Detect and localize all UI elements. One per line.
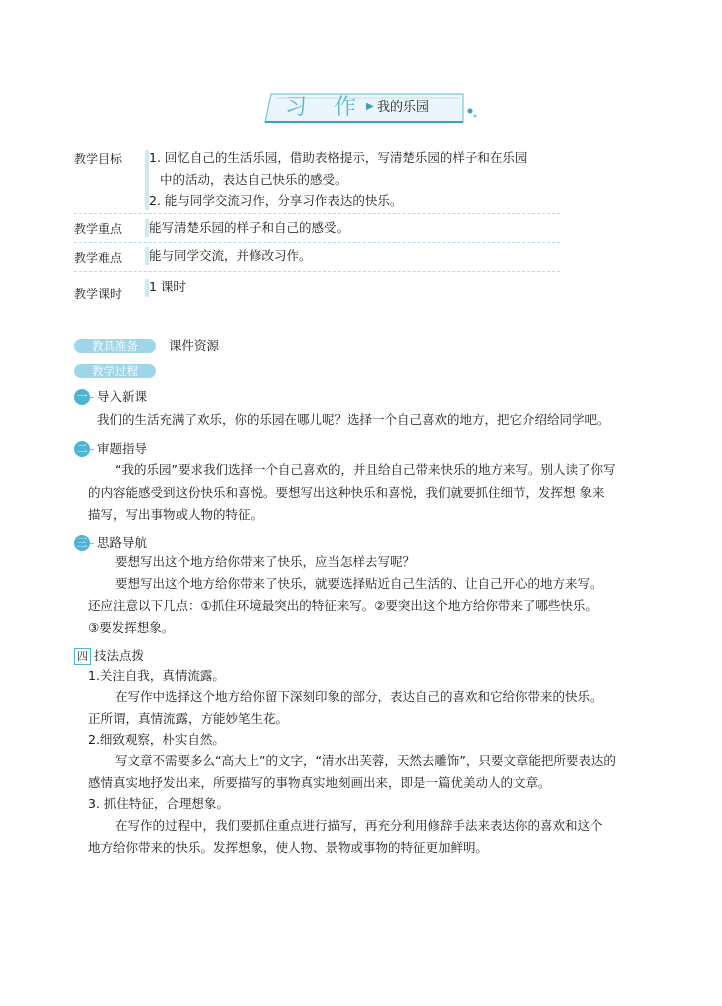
divider [74, 271, 560, 272]
tip-line: 感情真实地抒发出来，所要描写的事物真实地刻画出来，即是一篇优美动人的文章。 [88, 775, 551, 790]
tip-line: 地方给你带来的快乐。发挥想象，使人物、景物或事物的特征更加鲜明。 [88, 840, 489, 855]
section-line: 要想写出这个地方给你带来了快乐，就要选择贴近自己生活的、让自己开心的地方来写。 [115, 576, 603, 591]
section-line: 要想写出这个地方给你带来了快乐，应当怎样去写呢？ [115, 554, 416, 569]
tip-heading: 2.细致观察，朴实自然。 [88, 732, 225, 747]
tip-line: 写文章不需要多么“高大上”的文字，“清水出芙蓉，天然去雕饰”，只要文章能把所要表达的 [115, 753, 616, 768]
key-label: 教学重点 [74, 222, 123, 236]
prep-pill [74, 339, 156, 353]
section-line: 描写，写出事物或人物的特征。 [88, 507, 264, 522]
section-title: 技法点拨 [94, 648, 145, 663]
divider [74, 213, 560, 214]
title-banner [263, 92, 466, 124]
section-number-badge: 二 [74, 441, 90, 457]
section-paragraph: 我们的生活充满了欢乐，你的乐园在哪儿呢？选择一个自己喜欢的地方，把它介绍给同学吧。 [97, 412, 610, 427]
process-label: 教学过程 [92, 364, 138, 378]
tip-line: 在写作中选择这个地方给你留下深刻印象的部分，表达自己的喜欢和它给你带来的快乐。 [115, 689, 603, 704]
diff-label: 教学难点 [74, 251, 123, 265]
prep-text: 课件资源 [169, 338, 220, 353]
hours-text: 1 课时 [149, 279, 186, 294]
title-main: 习 作 [285, 95, 366, 120]
section-title: 思路导航 [97, 535, 148, 550]
goals-label: 教学目标 [74, 152, 123, 166]
tip-heading: 3. 抓住特征，合理想象。 [88, 796, 229, 811]
tip-heading: 1.关注自我，真情流露。 [88, 668, 225, 683]
goal1-line1: 1. 回忆自己的生活乐园，借助表格提示，写清楚乐园的样子和在乐园 [149, 150, 528, 165]
badge-connector [90, 543, 94, 544]
key-text: 能写清楚乐园的样子和自己的感受。 [149, 220, 350, 235]
tip-line: 正所谓，真情流露，方能妙笔生花。 [88, 711, 289, 726]
divider [74, 242, 560, 243]
tip-line: 在写作的过程中，我们要抓住重点进行描写，再充分利用修辞手法来表达你的喜欢和这个 [115, 818, 603, 833]
section-line: ③要发挥想象。 [88, 620, 175, 635]
process-pill [74, 364, 156, 378]
hours-label: 教学课时 [74, 287, 123, 301]
prep-label: 教具准备 [92, 339, 138, 353]
title-arrow-icon: ▶ [366, 101, 374, 112]
goal1-line2: 中的活动，表达自己快乐的感受。 [160, 172, 348, 187]
section-title: 审题指导 [97, 441, 148, 456]
section-number-badge: 一 [74, 389, 90, 405]
goal2: 2. 能与同学交流习作，分享习作表达的快乐。 [149, 193, 403, 208]
diff-text: 能与同学交流，并修改习作。 [149, 248, 312, 263]
title-sub: 我的乐园 [377, 100, 430, 115]
section-line: “我的乐园”要求我们选择一个自己喜欢的，并且给自己带来快乐的地方来写。别人读了你写 [115, 462, 616, 477]
section-number-badge: 三 [74, 535, 90, 551]
dots-icon [466, 107, 478, 119]
section-number-box: 四 [74, 648, 91, 665]
badge-connector [90, 449, 94, 450]
badge-connector [90, 397, 94, 398]
section-line: 的内容能感受到这份快乐和喜悦。要想写出这种快乐和喜悦，我们就要抓住细节，发挥想 象来 [88, 485, 605, 500]
section-line: 还应注意以下几点：①抓住环境最突出的特征来写。②要突出这个地方给你带来了哪些快乐。 [88, 598, 598, 613]
section-title: 导入新课 [97, 389, 148, 404]
